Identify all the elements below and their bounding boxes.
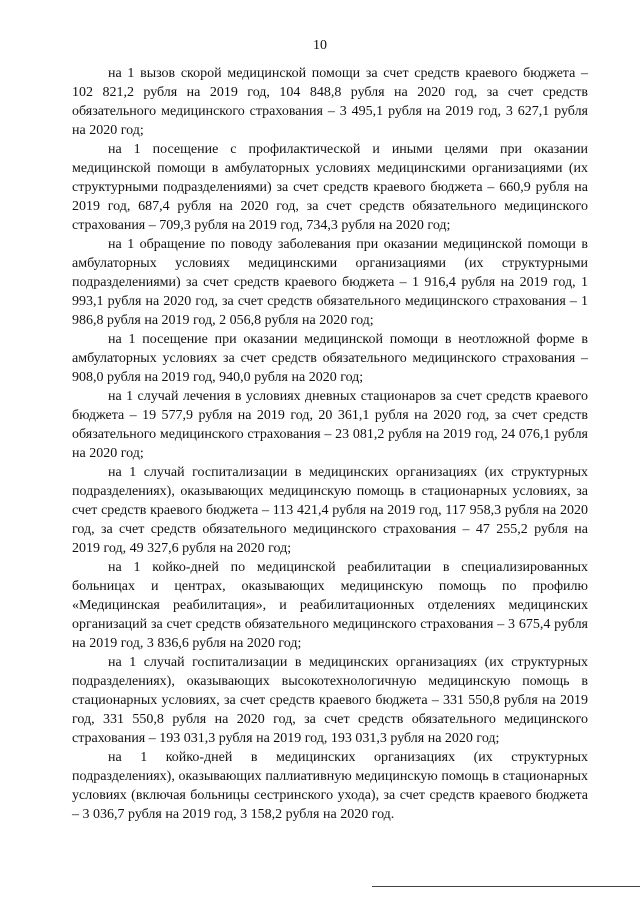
paragraph-palliative-care: на 1 койко-дней в медицинских организациях (их структурных подразделениях), оказывающих паллиативную медицинскую помощь в стационарных условиях (включая больницы сестринского ухода), за счет средств краевого бюджета – 3 036,7 рубля на 2019 год, 3 158,2 рубля на 2020 год. bbox=[72, 750, 588, 822]
paragraph-hospitalization: на 1 случай госпитализации в медицинских организациях (их структурных подразделениях), оказывающих медицинскую помощь в стационарных условиях, за счет средств краевого бюджета – 113 421,4 рубля на 2019 год, 117 958,3 рубля на 2020 год, за счет средств обязательного медицинского страхования – 47 255,2 рубля на 2019 год, 49 327,6 рубля на 2020 год; bbox=[72, 465, 588, 556]
paragraph-high-tech-hospitalization: на 1 случай госпитализации в медицинских организациях (их структурных подразделениях), оказывающих высокотехнологичную медицинскую помощь в стационарных условиях, за счет средств краевого бюджета – 331 550,8 рубля на 2019 год, 331 550,8 рубля на 2020 год, за счет средств обязательного медицинского страхования – 193 031,3 рубля на 2019 год, 193 031,3 рубля на 2020 год; bbox=[72, 655, 588, 746]
paragraph-preventive-visit: на 1 посещение с профилактической и иными целями при оказании медицинской помощи в амбулаторных условиях медицинскими организациями (их структурными подразделениями) за счет средств краевого бюджета – 660,9 рубля на 2019 год, 687,4 рубля на 2020 год, за счет средств обязательного медицинского страхования – 709,3 рубля на 2019 год, 734,3 рубля на 2020 год; bbox=[72, 142, 588, 233]
paragraph-ambulance-call: на 1 вызов скорой медицинской помощи за счет средств краевого бюджета – 102 821,2 рубля на 2019 год, 104 848,8 рубля на 2020 год, за счет средств обязательного медицинского страхования – 3 495,1 рубля на 2019 год, 3 627,1 рубля на 2020 год; bbox=[72, 66, 588, 138]
page-number: 10 bbox=[313, 38, 327, 53]
paragraph-rehabilitation: на 1 койко-дней по медицинской реабилитации в специализированных больницах и центрах, оказывающих медицинскую помощь по профилю «Медицинская реабилитация», и реабилитационных отделениях медицинских организаций за счет средств обязательного медицинского страхования – 3 675,4 рубля на 2019 год, 3 836,6 рубля на 2020 год; bbox=[72, 560, 588, 651]
paragraph-disease-appeal: на 1 обращение по поводу заболевания при оказании медицинской помощи в амбулаторных условиях медицинскими организациями (их структурными подразделениями) за счет средств краевого бюджета – 1 916,4 рубля на 2019 год, 1 993,1 рубля на 2020 год, за счет средств обязательного медицинского страхования – 1 986,8 рубля на 2019 год, 2 056,8 рубля на 2020 год; bbox=[72, 237, 588, 328]
scan-edge-line bbox=[372, 886, 640, 887]
document-body bbox=[72, 64, 588, 824]
paragraph-day-hospital: на 1 случай лечения в условиях дневных стационаров за счет средств краевого бюджета – 19 577,9 рубля на 2019 год, 20 361,1 рубля на 2020 год, за счет средств обязательного медицинского страхования – 23 081,2 рубля на 2019 год, 24 076,1 рубля на 2020 год; bbox=[72, 389, 588, 461]
paragraph-urgent-visit: на 1 посещение при оказании медицинской помощи в неотложной форме в амбулаторных условиях за счет средств обязательного медицинского страхования – 908,0 рубля на 2019 год, 940,0 рубля на 2020 год; bbox=[72, 332, 588, 385]
